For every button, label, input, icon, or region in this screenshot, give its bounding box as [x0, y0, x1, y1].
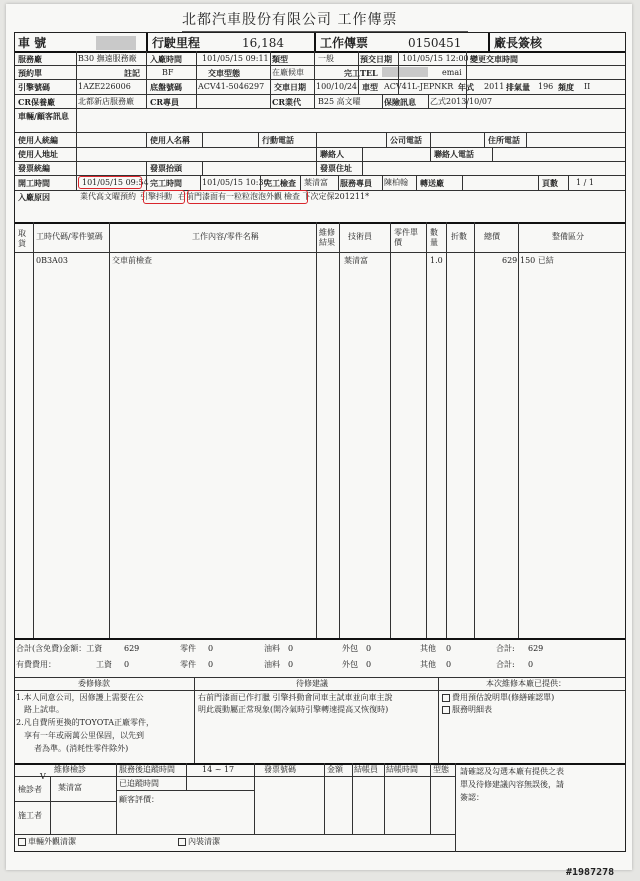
estimate-checkbox[interactable]	[442, 694, 450, 702]
user-name-label: 使用人名稱	[150, 135, 190, 145]
factory-value: B30 撫遠服務廠	[78, 54, 137, 63]
delivery-date-label: 預交日期	[360, 54, 392, 64]
col-result: 維修結果	[319, 228, 335, 247]
mark-value: BF	[162, 68, 174, 77]
confirm-text-1: 請確認及勾選本廠有提供之表	[460, 767, 564, 776]
footer-inspector-label: 檢診者	[18, 785, 42, 794]
col-unit-price: 零件單價	[394, 228, 418, 247]
year-value: 2011	[484, 82, 505, 91]
year-label: 年式	[458, 82, 474, 92]
document-title: 北都汽車股份有限公司 工作傳票	[182, 12, 398, 28]
totals-oil-value-2: 0	[288, 660, 294, 669]
confirm-text-2: 單及待修建議內容無誤後，請	[460, 780, 564, 789]
mileage-label: 行駛里程	[152, 36, 201, 50]
totals-wage-label-2: 工資	[96, 660, 112, 669]
totals-outsource-value-2: 0	[366, 660, 372, 669]
frequency-value: II	[584, 82, 591, 91]
totals-parts-label-2: 零件	[180, 660, 196, 669]
type-label: 類型	[272, 54, 288, 64]
totals-other-value: 0	[446, 644, 452, 653]
wash-inner-option[interactable]: 內裝清潔	[178, 838, 220, 846]
open-time-value: 101/05/15 09:54	[82, 178, 149, 187]
col-status: 整備區分	[552, 232, 584, 241]
owner-info-label: 車輛/顧客訊息	[18, 111, 69, 121]
invoice-address-label: 發票住址	[320, 163, 352, 173]
invoice-tax-label: 發票統編	[18, 163, 50, 173]
record-stamp: #1987278	[566, 867, 615, 878]
row-code: 0B3A03	[36, 256, 69, 265]
advice-text-2: 明此震動屬正常現象(開冷氣時引擎轉速提高又恢復時)	[198, 705, 389, 714]
company-phone-label: 公司電話	[390, 135, 422, 145]
totals-parts-value-2: 0	[208, 660, 214, 669]
footer-inspector-value: 葉清富	[58, 783, 82, 792]
page-value: 1 / 1	[576, 178, 594, 187]
totals-outsource-value: 0	[366, 644, 372, 653]
work-ticket-sheet	[6, 4, 632, 870]
check-label: 完工檢查	[264, 178, 296, 188]
totals-sum-1: 629	[528, 644, 544, 653]
footer-tracked-time-label: 已追蹤時間	[119, 779, 159, 788]
totals-other-label-2: 其他	[420, 660, 436, 669]
reason-label: 入廠原因	[18, 192, 50, 202]
frequency-label: 頻度	[558, 82, 574, 92]
row-content: 交車前檢查	[112, 256, 152, 265]
contact-label: 聯絡人	[320, 149, 344, 159]
car-no-redacted	[96, 36, 136, 50]
model-value: 在廠候車	[272, 68, 304, 77]
wash-outer-option[interactable]: 車輛外觀清潔	[18, 838, 76, 846]
deliver-day-value: 100/10/24	[316, 82, 358, 91]
cr-biz-value: B25 高文曜	[318, 97, 361, 106]
confirm-text-3: 簽認：	[460, 793, 484, 802]
ticket-number: 0150451	[408, 36, 462, 50]
engine-value: 1AZE226006	[78, 82, 131, 91]
in-time-value: 101/05/15 09:11	[202, 54, 269, 63]
invoice-title-label: 發票抬頭	[150, 163, 182, 173]
terms-item2-b: 享有一年或兩萬公里保固，以先到	[24, 731, 144, 740]
change-time-label: 變更交車時間	[470, 54, 518, 64]
service-value: 陳柏翰	[384, 178, 408, 187]
footer-model-label: 型態	[433, 765, 449, 774]
reason-text: 業代高文曜預約 引擎抖動 右前門漆面有一粒粒泡泡外觀 檢查 下次定保201211*	[80, 192, 370, 201]
detail-checkbox[interactable]	[442, 706, 450, 714]
transfer-label: 轉送廠	[420, 178, 444, 188]
col-code: 工時代碼/零件號碼	[36, 232, 103, 241]
user-tax-label: 使用人統編	[18, 135, 58, 145]
footer-cashier-label: 結帳員	[354, 765, 378, 774]
mobile-label: 行動電話	[262, 135, 294, 145]
footer-v-mark: V	[40, 772, 46, 781]
engine-label: 引擎號碼	[18, 82, 50, 92]
col-total: 總價	[484, 232, 500, 241]
page-label: 頁數	[542, 178, 558, 188]
check-value: 葉清富	[304, 178, 328, 187]
ticket-label: 工作傳票	[320, 36, 369, 50]
footer-followup-value: 14 ~ 17	[202, 765, 235, 774]
delivery-date-value: 101/05/15 12:00	[402, 54, 469, 63]
cr-factory-label: CR保養廠	[18, 97, 56, 107]
totals-line2-label: 有費費用：	[16, 660, 56, 669]
terms-item2-a: 2.凡自費所更換的TOYOTA正廠零件，	[16, 718, 155, 727]
totals-outsource-label-2: 外包	[342, 660, 358, 669]
email-label: emai	[442, 68, 462, 77]
terms-title: 委修條款	[78, 679, 110, 688]
warranty-value: 乙式2013/10/07	[430, 97, 493, 106]
warranty-label: 保險訊息	[384, 97, 416, 107]
terms-item1-b: 路上試車。	[24, 705, 64, 714]
finish-time-value: 101/05/15 10:30	[202, 178, 269, 187]
row-total: 629	[502, 256, 518, 265]
open-time-label: 開工時間	[18, 178, 50, 188]
totals-other-label: 其他	[420, 644, 436, 653]
row-qty: 1.0	[430, 256, 443, 265]
provided-estimate[interactable]: 費用預估說明單(修繕確認單)	[442, 694, 554, 702]
footer-checkout-time-label: 結帳時間	[386, 765, 418, 774]
finish-time-label: 完工時間	[150, 178, 182, 188]
advice-text-1: 右前門漆面已作打臘 引擎抖動會同車主試車並向車主說	[198, 693, 393, 702]
totals-sum-label-1: 合計:	[496, 644, 515, 653]
type-value: 一般	[318, 54, 334, 63]
provided-detail[interactable]: 服務明細表	[442, 706, 492, 714]
chassis-value: ACV41-5046297	[198, 82, 265, 91]
highlight-door-paint	[187, 190, 308, 204]
col-pickup: 取貨	[18, 229, 26, 248]
totals-parts-label: 零件	[180, 644, 196, 653]
terms-item2-c: 者為準。(消耗性零件除外)	[34, 744, 129, 753]
row-status: 150 已結	[520, 256, 554, 265]
totals-oil-value: 0	[288, 644, 294, 653]
factory-label: 服務廠	[18, 54, 42, 64]
done-tel-label: 完工TEL	[344, 68, 378, 78]
car-type-value: ACV41L-JEPNKR	[384, 82, 454, 91]
provided-title: 本次維修本廠已提供：	[486, 679, 566, 688]
mark-label: 註記	[124, 68, 140, 78]
totals-line1-label: 合計(含免費)金額：工資	[16, 644, 103, 653]
totals-sum-label-2: 合計:	[496, 660, 515, 669]
booking-label: 預約單	[18, 68, 42, 78]
car-no-label: 車 號	[18, 36, 47, 50]
cr-factory-value: 北都新店服務廠	[78, 97, 134, 106]
highlight-open-time	[78, 176, 142, 189]
advice-title: 待修建議	[296, 679, 328, 688]
wash-outer-checkbox[interactable]	[18, 838, 26, 846]
col-discount: 折數	[451, 232, 467, 241]
deliver-day-label: 交車日期	[274, 82, 306, 92]
service-label: 服務專員	[340, 178, 372, 188]
totals-oil-label: 油料	[264, 644, 280, 653]
totals-oil-label-2: 油料	[264, 660, 280, 669]
footer-customer-eval-label: 顧客評價：	[119, 795, 159, 804]
totals-outsource-label: 外包	[342, 644, 358, 653]
footer-qc-label: 維修檢診	[54, 765, 86, 774]
footer-worker-label: 施工者	[18, 811, 42, 820]
in-time-label: 入廠時間	[150, 54, 182, 64]
model-label: 交車型態	[208, 68, 240, 78]
phone-redacted	[382, 67, 428, 77]
mileage-value: 16,184	[242, 36, 284, 50]
col-qty: 數量	[430, 228, 438, 247]
car-type-label: 車型	[362, 82, 378, 92]
cr-biz-label: CR業代	[272, 97, 302, 107]
totals-wage-1: 629	[124, 644, 140, 653]
footer-invoice-no-label: 發票號碼	[264, 765, 296, 774]
contact-phone-label: 聯絡人電話	[434, 149, 474, 159]
director-sign-label: 廠長簽核	[494, 36, 543, 50]
terms-item1-a: 1.本人同意公司，因修護上需要在公	[16, 693, 144, 702]
wash-inner-checkbox[interactable]	[178, 838, 186, 846]
user-address-label: 使用人地址	[18, 149, 58, 159]
home-phone-label: 住所電話	[488, 135, 520, 145]
highlight-engine-shake	[143, 190, 185, 204]
chassis-label: 底盤號碼	[150, 82, 182, 92]
footer-followup-label: 服務後追蹤時間	[119, 765, 175, 774]
footer-amount-label: 金額	[327, 765, 343, 774]
totals-other-value-2: 0	[446, 660, 452, 669]
displacement-value: 196	[538, 82, 554, 91]
totals-sum-2: 0	[528, 660, 534, 669]
col-tech: 技術員	[348, 232, 372, 241]
displacement-label: 排氣量	[506, 82, 530, 92]
totals-parts-value: 0	[208, 644, 214, 653]
totals-wage-2: 0	[124, 660, 130, 669]
row-tech: 葉清富	[344, 256, 368, 265]
cr-staff-label: CR專員	[150, 97, 180, 107]
col-content: 工作內容/零件名稱	[192, 232, 259, 241]
